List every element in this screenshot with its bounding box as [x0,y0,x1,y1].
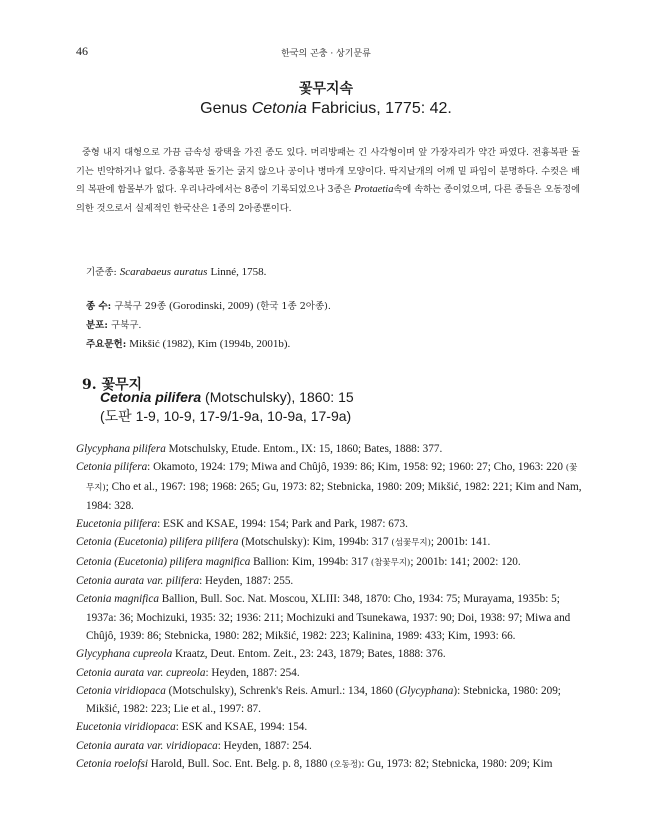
synonym-citation: (Motschulsky), Schrenk's Reis. Amurl.: 134, 1860 ( [165,684,400,697]
synonym-citation-cont: ; Cho et al., 1967: 198; 1968: 265; Gu, 1973: 82; Stebnicka, 1980: 209; Mikšić, 1982: 221; Kim and Nam, 1984: 328. [86,480,582,512]
synonym-korean-note: (오동정) [330,760,362,771]
genus-korean-name: 꽃무지속 [298,81,354,97]
main-references [86,336,290,350]
species-count-value-kr2: (한국 1종 2아종). [256,301,331,312]
synonym-citation-cont: : Gu, 1973: 82; Stebnicka, 1980: 209; Kim [361,758,553,771]
references-label: 주요문헌: [86,339,127,350]
species-plates: (도판 1-9, 10-9, 17-9/1-9a, 10-9a, 17-9a) [100,408,352,424]
genus-name: Cetonia [251,100,307,117]
species-korean-name: 꽃무지 [101,377,143,393]
synonym-entry [76,440,582,458]
species-scientific-name [100,389,354,405]
synonym-entry [76,737,582,755]
synonym-korean-note: (참꽃무지) [370,557,411,568]
synonym-name: Cetonia aurata var. viridiopaca [76,739,218,752]
synonym-name: Cetonia (Eucetonia) pilifera pilifera [76,536,239,549]
species-number: 9. [82,377,97,393]
synonym-list [76,440,582,774]
synonym-citation-cont: ; 2001b: 141. [430,536,491,549]
synonym-entry [76,590,582,645]
synonym-citation: Kraatz, Deut. Entom. Zeit., 23: 243, 1879; Bates, 1888: 376. [172,648,446,661]
synonym-entry [76,553,582,572]
synonym-name: Cetonia magnifica [76,593,159,606]
synonym-name: Cetonia aurata var. pilifera [76,575,200,588]
page-number: 46 [76,44,88,58]
synonym-entry [76,515,582,533]
synonym-genus-italic: Glycyphana [399,684,454,697]
synonym-name: Cetonia pilifera [76,461,148,474]
synonym-citation: Ballion, Bull. Soc. Nat. Moscou, XLIII: 348, 1870: Cho, 1934: 75; Murayama, 1935b: 5; 1937a: 36; Mochizuki, 1935: 32; 1936: 211; Mochizuki and Tsunekawa, 1937: 90; Doi, 1938: 97; Miwa and Chûjô, 1939: 86; Stebnicka, 1980: 282; Mikšić, 1982: 223; Kalinina, 1989: 433; Kim, 1993: 66. [86,593,571,642]
synonym-korean-note: (꽃무지) [86,463,578,493]
running-title: 한국의 곤충 · 상기문류 [281,49,371,59]
synonym-korean-note: (섬꽃무지) [391,538,431,549]
synonym-citation: : ESK and KSAE, 1994: 154. [175,721,308,734]
synonym-citation: : Heyden, 1887: 254. [205,666,300,679]
genus-heading [0,100,652,118]
synonym-entry [76,718,582,736]
genus-author: Fabricius, 1775: 42. [311,100,452,117]
synonym-entry [76,755,582,774]
synonym-name: Cetonia roelofsi [76,758,148,771]
synonym-citation-cont: ; 2001b: 141; 2002: 120. [410,555,521,568]
synonym-citation: Ballion: Kim, 1994b: 317 [250,555,371,568]
synonym-citation: : Heyden, 1887: 255. [199,575,294,588]
species-count-value-kr: 구북구 29종 [114,301,167,312]
species-count [86,298,331,312]
type-species-label: 기준종: [86,267,117,278]
species-name: Cetonia pilifera [100,389,202,405]
synonym-name: Glycyphana cupreola [76,648,173,661]
synonym-citation: : Okamoto, 1924: 179; Miwa and Chûjô, 1939: 86; Kim, 1958: 92; 1960: 27; Cho, 1963: 220 [147,461,566,474]
type-species [86,264,266,278]
synonym-name: Cetonia aurata var. cupreola [76,666,206,679]
synonym-name: Eucetonia pilifera [76,518,158,531]
synonym-entry [76,664,582,682]
synonym-citation: Motschulsky, Etude. Entom., IX: 15, 1860; Bates, 1888: 377. [165,443,443,455]
distribution-value: 구북구. [110,320,142,331]
synonym-citation: (Motschulsky): Kim, 1994b: 317 [238,536,392,549]
description-part-1: 중형 내지 대형으로 가끔 금속성 광택을 가진 종도 있다. 머리방패는 긴 사각형이며 앞 가장자리가 약간 파였다. 전흉복판 돌기는 빈약하거나 없다. 중흉복판 돌기는 굵지 않으나 공이나 병마개 모양이다. 딱지날개의 어깨 밑 파임이 분명하다. 수컷은 배의 복판에 함몰부가 없다. 우리나라에서는 8종이 기록되었으나 3종은 [76,147,580,196]
synonym-entry [76,682,582,719]
references-value: Mikšić (1982), Kim (1994b, 2001b). [129,338,291,350]
synonym-entry [76,645,582,663]
species-count-label: 종 수: [86,301,112,312]
synonym-entry [76,572,582,590]
description-part-2: 속에 속하는 종이었으며, 다른 종들은 오동정에 의한 것으로서 실제적인 한국산은 1종의 2아종뿐이다. [76,184,581,214]
synonym-citation: : ESK and KSAE, 1994: 154; Park and Park, 1987: 673. [157,518,408,531]
synonym-name: Eucetonia viridiopaca [76,721,176,734]
species-count-value-en: (Gorodinski, 2009) [169,300,254,312]
distribution-label: 분포: [86,320,108,331]
synonym-name: Cetonia viridiopaca [76,684,166,697]
type-species-author: Linné, 1758. [210,266,267,278]
synonym-entry [76,533,582,552]
synonym-entry [76,458,582,515]
synonym-name: Cetonia (Eucetonia) pilifera magnifica [76,555,251,568]
genus-description [76,144,580,218]
synonym-name: Glycyphana pilifera [76,443,166,455]
synonym-citation-cont: ): Stebnicka, 1980: 209; Mikšić, 1982: 223; Lie et al., 1997: 87. [86,684,561,716]
genus-prefix: Genus [200,100,248,117]
description-italic-genus: Protaetia [354,184,394,196]
synonym-citation: Harold, Bull. Soc. Ent. Belg. p. 8, 1880 [148,758,331,771]
synonym-citation: : Heyden, 1887: 254. [217,739,312,752]
species-author: (Motschulsky), 1860: 15 [205,389,354,405]
distribution [86,317,141,331]
type-species-name: Scarabaeus auratus [119,266,208,278]
